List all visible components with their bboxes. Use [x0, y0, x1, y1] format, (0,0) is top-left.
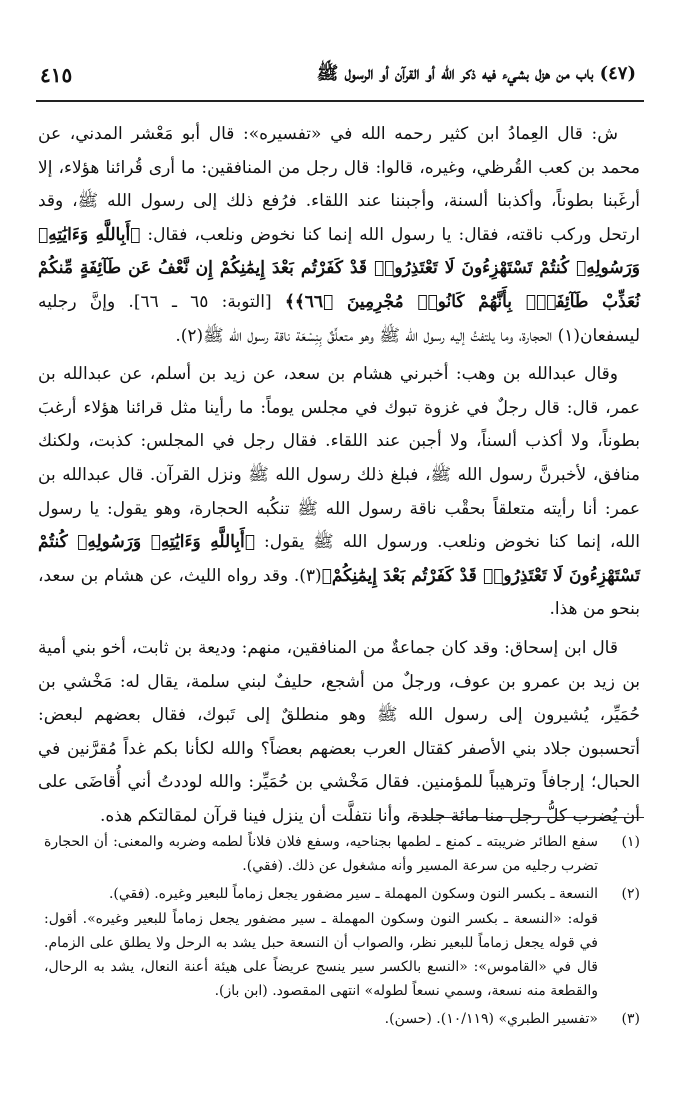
footnote-3-body — [44, 1007, 598, 1031]
footnote-rule — [409, 817, 644, 818]
footnote-3 — [44, 1007, 640, 1031]
footnote-2-body — [44, 882, 598, 1003]
main-text — [38, 118, 640, 833]
page-number: ٤١٥ — [40, 63, 73, 87]
footnotes — [44, 826, 640, 1032]
page-header — [40, 60, 636, 90]
footnote-1-number: (١) — [621, 834, 640, 850]
footnote-2-text-b: قوله: «النسعة ـ بكسر النون وسكون المهملة ـ سير مضفور يجعل زماماً للبعير وغيره». أقول: في قوله يجعل زماماً للبعير نظر، والصواب أن النسعة حبل يشد به الرحل ولا يطلق على الزمام. قال في «القاموس»: «النسع بالكسر سير ينسج عريضاً على هيئة أعنة النعال، يشد به الرحال، والقطعة منه نسعة، وسمي نسعاً لطوله» انتهى المقصود. (ابن باز). — [44, 910, 598, 1000]
paragraph-2-text-a: وقال عبدالله بن وهب: أخبرني هشام بن سعد، عن زيد بن أسلم، عن عبدالله بن عمر، قال: قال رجلٌ في غزوة تبوك في مجلس يوماً: ما رأينا مثل قرائنا هؤلاء أرغبَ بطوناً، ولا أكذب ألسناً، ولا أجبن عند اللقاء. فقال رجل في المجلس: كذبت، ولكنك منافق، لأخبرنَّ رسول الله ﷺ، فبلغ ذلك رسول الله ﷺ ونزل القرآن. قال عبدالله بن عمر: أنا رأيته متعلقاً بحقْب ناقة رسول الله ﷺ تنكُبه الحجارة، وهو يقول: يا رسول الله، إنما كنا نخوض ونلعب. ورسول الله ﷺ يقول: — [38, 364, 640, 553]
footnote-1-text: سفع الطائر ضريبته ـ كمنع ـ لطمها بجناحيه، وسفع فلان فلاناً لطمه وضربه والمعنى: أن الحجارة تضرب رجليه من سرعة المسير وأنه مشغول عن ذلك. (فقي). — [44, 834, 598, 875]
paragraph-2 — [38, 358, 640, 627]
footnote-3-text: «تفسير الطبري» (١٠/١١٩). (حسن). — [384, 1011, 598, 1028]
running-title: (٤٧) باب من هزل بشيء فيه ذكر الله أو القرآن أو الرسول ﷺ — [316, 63, 636, 84]
header-rule — [36, 100, 644, 102]
quran-verse-1: ﴿أَبِاللَّهِ وَءَايَٰتِهِۦ وَرَسُولِهِۦ كُنتُمْ تَسْتَهْزِءُونَ لَا تَعْتَذِرُوا۟ قَدْ كَفَرْتُم بَعْدَ إِيمَٰنِكُمْ إِن نَّعْفُ عَن طَآئِفَةٍ مِّنكُمْ نُعَذِّبْ طَآئِفَةًۢ بِأَنَّهُمْ كَانُوا۟ مُجْرِمِينَ ﴿٦٦﴾﴾ — [38, 224, 640, 312]
footnote-2-number: (٢) — [621, 886, 640, 903]
paragraph-2-text-b: (٣). وقد رواه الليث، عن هشام بن سعد، بنحو من هذا. — [38, 565, 640, 620]
footnote-1-body — [44, 830, 598, 878]
paragraph-3: قال ابن إسحاق: وقد كان جماعةٌ من المنافقين، منهم: وديعة بن ثابت، أخو بني أمية بن زيد بن عمرو بن عوف، ورجلٌ من أشجع، حليفٌ لبني سلمة، يقال له: مَخْشي بن حُمَيِّر، يُشيرون إلى رسول الله ﷺ وهو منطلقٌ إلى تَبوك، فقال بعضهم لبعض: أتحسبون جلاد بني الأصفر كقتال العرب بعضهم بعضاً؟ والله لكأنا بكم غداً مُقرَّنين في الحبال؛ إرجافاً وترهيباً للمؤمنين. فقال مَخْشي بن حُمَيِّر: والله لوددتُ أني أُقاضَى على أن يُضرب كلُّ رجل منا مائة جلدة، وأنا نتفلَّت أن ينزل فينا قرآن لمقالتكم هذه. — [38, 637, 640, 826]
footnote-3-number: (٣) — [621, 1011, 640, 1028]
quran-verse-2: ﴿أَبِاللَّهِ وَءَايَٰتِهِۦ وَرَسُولِهِۦ كُنتُمْ تَسْتَهْزِءُونَ لَا تَعْتَذِرُوا۟ قَدْ كَفَرْتُم بَعْدَ إِيمَٰنِكُمْ﴾ — [38, 532, 640, 586]
footnote-2 — [44, 882, 640, 1003]
paragraph-1 — [38, 118, 640, 353]
footnote-1 — [44, 830, 640, 878]
footnote-2-text-a: النسعة ـ بكسر النون وسكون المهملة ـ سير مضفور يجعل زماماً للبعير وغيره. (فقي). — [108, 886, 598, 903]
paragraph-1-text-a: ش: قال العِمادُ ابن كثير رحمه الله في «تفسيره»: قال أبو مَعْشر المدني، عن محمد بن كعب القُرظي، وغيره، قالوا: قال رجل من المنافقين: ما أرى قُرائنا هؤلاء، إلا أرغَبنا بطوناً، وأكذبنا ألسنة، وأجبننا عند اللقاء. فرُفع ذلك إلى رسول الله ﷺ، وقد ارتحل وركب ناقته، فقال: يا رسول الله إنما كنا نخوض ونلعب، فقال: — [38, 124, 640, 245]
paragraph-1-text-b: [التوبة: ٦٥ ـ ٦٦]. وإنَّ رجليه ليسفعان(١) الحجارة، وما يلتفتُ إليه رسول الله ﷺ وهو متعلِّقٌ بِنِسْعَة ناقة رسول الله ﷺ(٢). — [38, 291, 640, 346]
